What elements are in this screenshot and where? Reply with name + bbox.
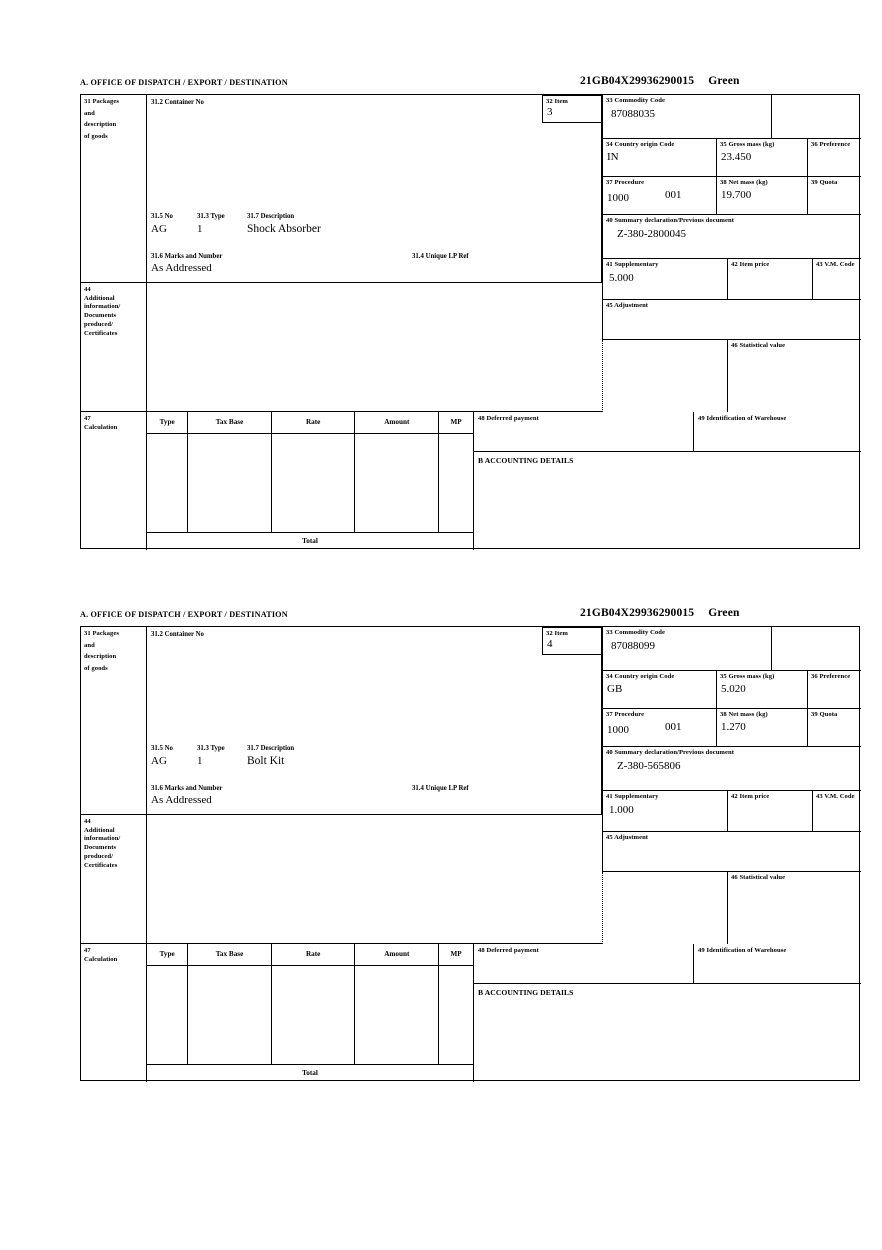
- tax-body-row: [147, 433, 473, 532]
- box-42-label: 42 Item price: [731, 261, 770, 268]
- package-type-value-2: 1: [197, 755, 203, 767]
- box-37-label: 37 Procedure: [606, 179, 645, 186]
- box-31-label-line2: and: [84, 109, 95, 117]
- box-41-label-2: 41 Supplementary: [606, 793, 659, 800]
- box-49-label-2: 49 Identification of Warehouse: [698, 947, 787, 954]
- tax-total-row: [147, 532, 473, 550]
- tax-calculation-table: [147, 412, 473, 550]
- box-46-cell[interactable]: [727, 340, 861, 412]
- country-origin-value-2: GB: [607, 682, 623, 695]
- country-origin-value: IN: [607, 150, 619, 163]
- box-40-label: 40 Summary declaration/Previous document: [606, 217, 734, 224]
- goods-description-value-2: Bolt Kit: [247, 755, 285, 767]
- declaration-box-1: [80, 94, 860, 549]
- tax-header-rate-2: Rate: [271, 944, 355, 965]
- box-31-4-label: 31.4 Unique LP Ref: [412, 253, 469, 260]
- additional-info-value-2: [147, 815, 602, 818]
- declaration-form-2: [80, 607, 862, 1081]
- box-45-cell-2[interactable]: [602, 832, 861, 872]
- box-31-label-line1: 31 Packages: [84, 98, 119, 105]
- box-44-label-3-2: information/: [84, 835, 121, 843]
- tax-cell-taxbase-2[interactable]: [188, 965, 272, 1064]
- box-48-label-2: 48 Deferred payment: [478, 947, 539, 954]
- package-type-value: 1: [197, 223, 203, 235]
- tax-total-row-2: [147, 1064, 473, 1082]
- box-33-cell-2[interactable]: [602, 627, 861, 671]
- tax-header-taxbase: Tax Base: [188, 412, 272, 433]
- box-45-label-2: 45 Adjustment: [606, 834, 649, 841]
- supplementary-value: 5.000: [609, 271, 634, 284]
- mrn-header-2: [580, 607, 740, 619]
- box-39-label-2: 39 Quota: [811, 711, 838, 718]
- tax-calculation-table-2: [147, 944, 473, 1082]
- form-header-1: [80, 75, 862, 94]
- box-42-cell[interactable]: [727, 259, 812, 300]
- tax-cell-mp[interactable]: [439, 433, 473, 532]
- box-31-6-label-2: 31.6 Marks and Number: [151, 785, 223, 792]
- box-44-label-cell: [81, 283, 147, 412]
- box-35-label-2: 35 Gross mass (kg): [720, 673, 775, 680]
- box-36-cell[interactable]: [807, 139, 861, 177]
- box-37-cell[interactable]: [602, 177, 716, 215]
- accounting-details-value-2: [474, 998, 861, 1000]
- tax-header-amount-2: Amount: [355, 944, 439, 965]
- deferred-payment-value-2: [474, 956, 693, 958]
- box-31-5-label: 31.5 No: [151, 213, 173, 220]
- box-36-cell-2[interactable]: [807, 671, 861, 709]
- box-40-cell-2[interactable]: [602, 747, 861, 791]
- box-44-label-2: Additional: [84, 294, 115, 302]
- box-36-label: 36 Preference: [811, 141, 851, 148]
- box-46-spacer: [602, 340, 727, 412]
- tax-total-label: Total: [147, 532, 473, 550]
- box-34-label: 34 Country origin Code: [606, 141, 675, 148]
- tax-cell-taxbase[interactable]: [188, 433, 272, 532]
- procedure-value-a: 1000: [607, 191, 629, 204]
- box-34-cell[interactable]: [602, 139, 716, 177]
- box-44-label-5-2: produced/: [84, 852, 114, 860]
- net-mass-value: 19.700: [721, 188, 752, 201]
- adjustment-value: [603, 311, 861, 313]
- tax-body-row-2: [147, 965, 473, 1064]
- box-31-label-cell-2: [81, 627, 147, 815]
- package-number-value: AG: [151, 223, 167, 235]
- box-B-label: B ACCOUNTING DETAILS: [478, 456, 574, 465]
- tax-cell-type-2[interactable]: [147, 965, 188, 1064]
- accounting-details-value: [474, 466, 861, 468]
- box-41-label: 41 Supplementary: [606, 261, 659, 268]
- box-31-5-label-2: 31.5 No: [151, 745, 173, 752]
- box-48-cell-2[interactable]: [474, 944, 694, 984]
- tax-header-mp: MP: [439, 412, 473, 433]
- box-43-cell[interactable]: [812, 259, 861, 300]
- tax-header-type-2: Type: [147, 944, 188, 965]
- box-38-cell-2[interactable]: [716, 709, 807, 747]
- box-45-cell[interactable]: [602, 300, 861, 340]
- box-31-label-line4-2: of goods: [84, 665, 108, 673]
- box-47-label-2: Calculation: [84, 423, 118, 431]
- vm-code-value: [813, 270, 861, 272]
- box-44-body-cell[interactable]: [147, 283, 602, 412]
- deferred-payment-value: [474, 424, 693, 426]
- quota-value: [808, 188, 861, 189]
- box-35-cell[interactable]: [716, 139, 807, 177]
- box-44-label-4-2: Documents: [84, 844, 117, 852]
- box-B-cell[interactable]: [474, 452, 861, 550]
- procedure-value-b: 001: [665, 189, 682, 201]
- box-45-label: 45 Adjustment: [606, 302, 649, 309]
- procedure-value-b-2: 001: [665, 721, 682, 733]
- previous-document-value: Z-380-2800045: [617, 227, 687, 240]
- box-31-3-label-2: 31.3 Type: [197, 745, 225, 752]
- supplementary-value-2: 1.000: [609, 803, 634, 816]
- box-31-label-line3-2: description: [84, 653, 117, 661]
- quota-value-2: [808, 720, 861, 721]
- item-number-value-2: 4: [547, 637, 553, 650]
- box-44-label-5: produced/: [84, 320, 114, 328]
- box-39-cell[interactable]: [807, 177, 861, 215]
- commodity-code-value-2: 87088099: [611, 639, 655, 652]
- box-31-goods-cell-2[interactable]: [147, 627, 542, 815]
- box-31-label-line2-2: and: [84, 641, 95, 649]
- box-35-cell-2[interactable]: [716, 671, 807, 709]
- box-44-label-2-2: Additional: [84, 826, 115, 834]
- box-46-spacer-2: [602, 872, 727, 944]
- box-33-cell[interactable]: [602, 95, 861, 139]
- box-44-label-3: information/: [84, 303, 121, 311]
- box-47-label-2: 47: [84, 947, 91, 954]
- mrn-header: [580, 75, 740, 87]
- box-32-spacer-2: [542, 655, 602, 815]
- box-39-label: 39 Quota: [811, 179, 838, 186]
- tax-header-mp-2: MP: [439, 944, 473, 965]
- warehouse-id-value: [694, 424, 861, 426]
- box-44-label: 44: [84, 286, 91, 293]
- box-47-tax-table[interactable]: [147, 412, 474, 550]
- box-31-2-label: 31.2 Container No: [151, 99, 204, 106]
- box-44-label-cell-2: [81, 815, 147, 944]
- office-of-dispatch-label: A. OFFICE OF DISPATCH / EXPORT / DESTINATION: [80, 78, 288, 87]
- box-38-label: 38 Net mass (kg): [720, 179, 768, 186]
- item-price-value: [728, 270, 812, 272]
- box-31-label-line3: description: [84, 121, 117, 129]
- tax-header-row: [147, 412, 473, 433]
- box-47-label-cell: [81, 412, 147, 550]
- box-46-label: 46 Statistical value: [731, 342, 786, 349]
- box-44-body-cell-2[interactable]: [147, 815, 602, 944]
- box-44-label-4: Documents: [84, 312, 117, 320]
- mrn-number: 21GB04X29936290015: [580, 75, 695, 87]
- procedure-value-a-2: 1000: [607, 723, 629, 736]
- box-31-label-line1-2: 31 Packages: [84, 630, 119, 637]
- box-37-label-2: 37 Procedure: [606, 711, 645, 718]
- box-46-cell-2[interactable]: [727, 872, 861, 944]
- box-32-label: 32 Item: [546, 98, 568, 105]
- tax-header-type: Type: [147, 412, 188, 433]
- tax-cell-rate-2[interactable]: [271, 965, 355, 1064]
- form-header-2: [80, 607, 862, 626]
- box-32-item-cell-2[interactable]: [542, 627, 602, 655]
- box-43-label: 43 V.M. Code: [816, 261, 855, 268]
- box-B-label-2: B ACCOUNTING DETAILS: [478, 988, 574, 997]
- box-43-cell-2[interactable]: [812, 791, 861, 832]
- mrn-number-2: 21GB04X29936290015: [580, 607, 695, 619]
- box-31-2-label-2: 31.2 Container No: [151, 631, 204, 638]
- tax-header-row-2: [147, 944, 473, 965]
- box-40-label-2: 40 Summary declaration/Previous document: [606, 749, 734, 756]
- box-47-label: 47: [84, 415, 91, 422]
- tax-header-amount: Amount: [355, 412, 439, 433]
- box-B-cell-2[interactable]: [474, 984, 861, 1082]
- box-38-cell[interactable]: [716, 177, 807, 215]
- box-34-label-2: 34 Country origin Code: [606, 673, 675, 680]
- tax-header-rate: Rate: [271, 412, 355, 433]
- tax-cell-amount-2[interactable]: [355, 965, 439, 1064]
- copy-colour: Green: [708, 75, 740, 87]
- previous-document-value-2: Z-380-565806: [617, 759, 681, 772]
- box-43-label-2: 43 V.M. Code: [816, 793, 855, 800]
- box-33-divider-2: [771, 627, 772, 671]
- adjustment-value-2: [603, 843, 861, 845]
- gross-mass-value-2: 5.020: [721, 682, 746, 695]
- preference-value: [808, 150, 861, 151]
- dotted-divider-2: [602, 872, 603, 944]
- box-37-cell-2[interactable]: [602, 709, 716, 747]
- declaration-box-2: [80, 626, 860, 1081]
- box-44-label-6-2: Certificates: [84, 861, 118, 869]
- box-36-label-2: 36 Preference: [811, 673, 851, 680]
- box-47-tax-table-2[interactable]: [147, 944, 474, 1082]
- item-number-value: 3: [547, 105, 553, 118]
- warehouse-id-value-2: [694, 956, 861, 958]
- box-41-cell[interactable]: [602, 259, 727, 300]
- box-31-7-label: 31.7 Description: [247, 213, 295, 220]
- goods-description-value: Shock Absorber: [247, 223, 321, 235]
- net-mass-value-2: 1.270: [721, 720, 746, 733]
- box-32-label-2: 32 Item: [546, 630, 568, 637]
- box-46-label-2: 46 Statistical value: [731, 874, 786, 881]
- box-32-spacer: [542, 123, 602, 283]
- box-49-cell[interactable]: [694, 412, 861, 452]
- marks-and-number-value: As Addressed: [151, 262, 212, 274]
- box-48-label: 48 Deferred payment: [478, 415, 539, 422]
- box-32-item-cell[interactable]: [542, 95, 602, 123]
- box-39-cell-2[interactable]: [807, 709, 861, 747]
- tax-cell-mp-2[interactable]: [439, 965, 473, 1064]
- box-49-cell-2[interactable]: [694, 944, 861, 984]
- copy-colour-2: Green: [708, 607, 740, 619]
- item-price-value-2: [728, 802, 812, 804]
- statistical-value-value-2: [728, 883, 861, 885]
- box-44-label-2: 44: [84, 818, 91, 825]
- box-44-label-6: Certificates: [84, 329, 118, 337]
- tax-header-taxbase-2: Tax Base: [188, 944, 272, 965]
- box-35-label: 35 Gross mass (kg): [720, 141, 775, 148]
- box-31-label-cell: [81, 95, 147, 283]
- box-40-cell[interactable]: [602, 215, 861, 259]
- box-31-6-label: 31.6 Marks and Number: [151, 253, 223, 260]
- tax-cell-rate[interactable]: [271, 433, 355, 532]
- box-47-label-cell-2: [81, 944, 147, 1082]
- tax-total-label-2: Total: [147, 1064, 473, 1082]
- tax-cell-amount[interactable]: [355, 433, 439, 532]
- box-31-4-label-2: 31.4 Unique LP Ref: [412, 785, 469, 792]
- box-33-divider: [771, 95, 772, 139]
- office-of-dispatch-label-2: A. OFFICE OF DISPATCH / EXPORT / DESTINATION: [80, 610, 288, 619]
- box-33-label: 33 Commodity Code: [606, 97, 665, 104]
- box-31-7-label-2: 31.7 Description: [247, 745, 295, 752]
- box-49-label: 49 Identification of Warehouse: [698, 415, 787, 422]
- box-47-label-2-2: Calculation: [84, 955, 118, 963]
- box-31-3-label: 31.3 Type: [197, 213, 225, 220]
- vm-code-value-2: [813, 802, 861, 804]
- commodity-code-value: 87088035: [611, 107, 655, 120]
- preference-value-2: [808, 682, 861, 683]
- box-33-label-2: 33 Commodity Code: [606, 629, 665, 636]
- box-31-label-line4: of goods: [84, 133, 108, 141]
- statistical-value-value: [728, 351, 861, 353]
- declaration-form-1: [80, 75, 862, 549]
- box-41-cell-2[interactable]: [602, 791, 727, 832]
- tax-cell-type[interactable]: [147, 433, 188, 532]
- box-31-goods-cell[interactable]: [147, 95, 542, 283]
- marks-and-number-value-2: As Addressed: [151, 794, 212, 806]
- package-number-value-2: AG: [151, 755, 167, 767]
- box-42-cell-2[interactable]: [727, 791, 812, 832]
- dotted-divider: [602, 340, 603, 412]
- gross-mass-value: 23.450: [721, 150, 752, 163]
- box-48-cell[interactable]: [474, 412, 694, 452]
- additional-info-value: [147, 283, 602, 286]
- box-34-cell-2[interactable]: [602, 671, 716, 709]
- box-42-label-2: 42 Item price: [731, 793, 770, 800]
- box-38-label-2: 38 Net mass (kg): [720, 711, 768, 718]
